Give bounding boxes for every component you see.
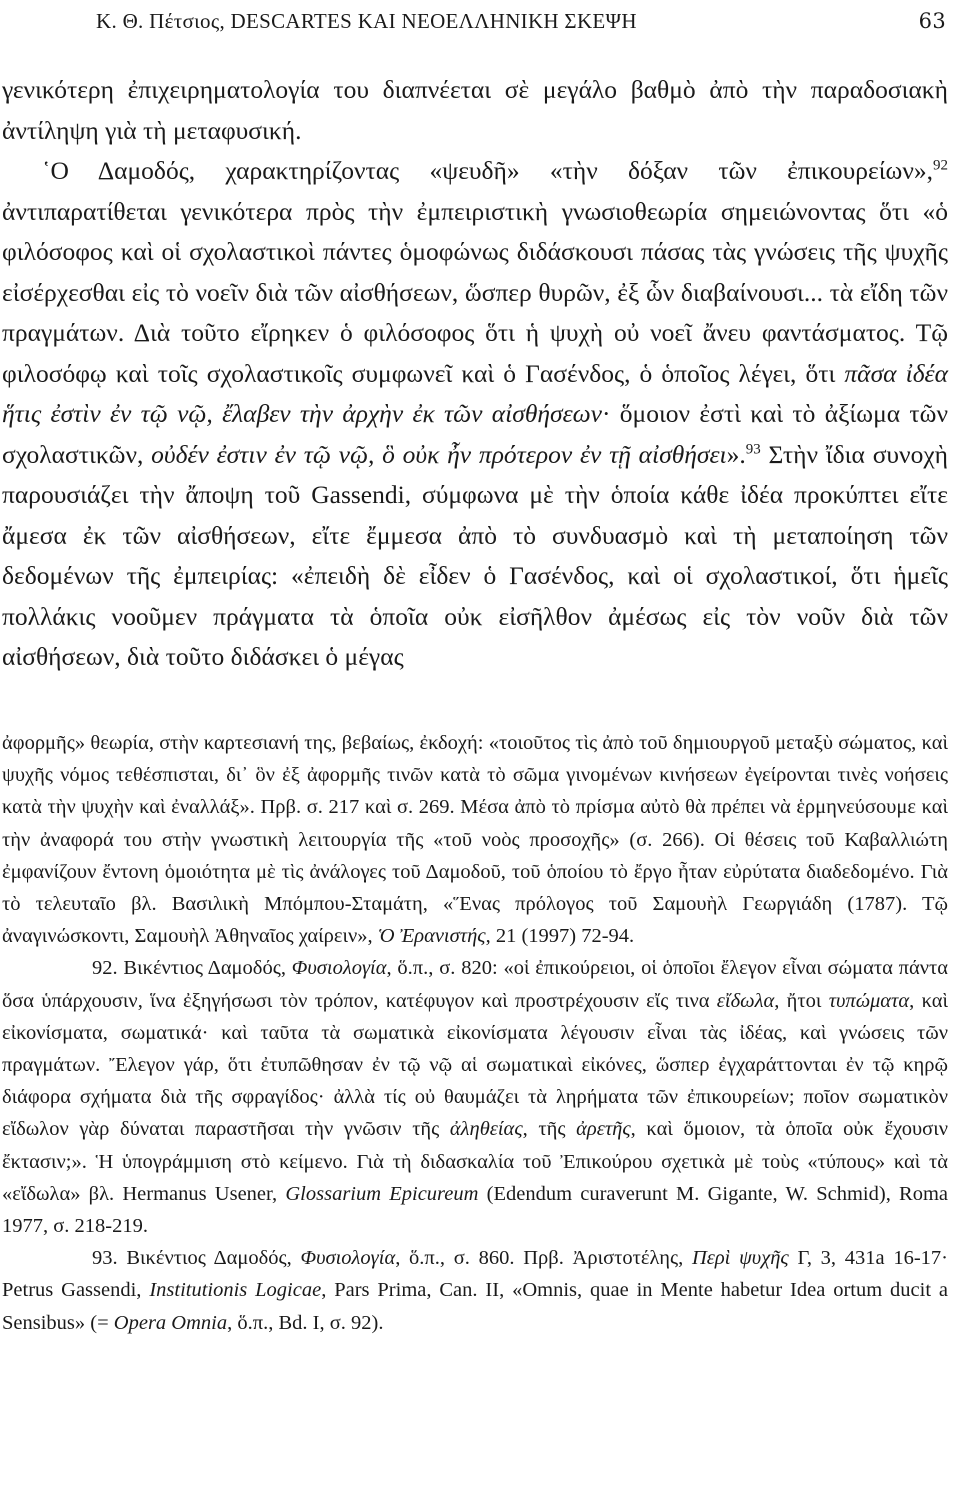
footnote-continued-italic: Ὁ Ἐρανιστής xyxy=(377,925,486,948)
paragraph-2-text-c: · ὅμοιον ἐστὶ καὶ τὸ ἀξίωμα τῶν σχολαστικῶν, xyxy=(2,399,948,469)
running-header xyxy=(96,4,946,38)
paragraph-2-text-e: Στὴν ἴδια συνοχὴ παρουσιάζει τὴν ἄποψη τοῦ Gassendi, σύμφωνα μὲ τὴν ὁποία κάθε ἰδέα προκύπτει εἴτε ἄμεσα ἐκ τῶν αἰσθήσεων, εἴτε ἔμμεσα ἀπὸ τὸ συνδυασμὸ καὶ τὴ μεταποίηση τῶν δεδομένων τῆς ἐμπειρίας: «ἐπειδὴ δὲ εἶδεν ὁ Γασένδος, καὶ οἱ σχολαστικοί, ὅτι ἡμεῖς πολλάκις νοοῦμεν πράγματα τὰ ὁποῖα οὐκ εἰσῆλθον ἀμέσως εἰς τὸν νοῦν διὰ τῶν αἰσθήσεων, διὰ τοῦτο διδάσκει ὁ μέγας xyxy=(2,439,948,671)
footnote-92-text-e: , τῆς xyxy=(522,1118,577,1141)
paragraph-2 xyxy=(2,151,948,678)
footnote-92-text-c: , ἤτοι xyxy=(774,989,829,1012)
page-number: 63 xyxy=(918,9,946,33)
footnote-92-italic-6: Glossarium Epicureum xyxy=(285,1182,479,1205)
paragraph-2-text-b: ἀντιπαρατίθεται γενικότερα πρὸς τὴν ἐμπειριστικὴ γνωσιοθεωρία σημειώνοντας ὅτι «ὁ φιλόσοφος καὶ οἱ σχολαστικοὶ πάντες ὁμοφώνως διδάσκουσι πάσας τὰς γνώσεις τῆς ψυχῆς εἰσέρχεσθαι εἰς τὸ νοεῖν διὰ τῶν αἰσθήσεων, ὥσπερ θυρῶν, ἐξ ὧν διαβαίνουσι... τὰ εἴδη τῶν πραγμάτων. Διὰ τοῦτο εἴρηκεν ὁ φιλόσοφος ὅτι ἡ ψυχὴ οὐ νοεῖ ἄνευ φαντάσματος. Τῷ φιλοσόφῳ καὶ τοῖς σχολαστικοῖς συμφωνεῖ καὶ ὁ Γασένδος, ὁ ὁποῖος λέγει, ὅτι xyxy=(2,196,948,388)
footnote-93-text-b: , ὅ.π., σ. 860. Πρβ. Ἀριστοτέλης, xyxy=(395,1247,692,1270)
quote-italic-1: πᾶσα ἰδέα ἥτις ἐστὶν ἐν τῷ νῷ, ἔλαβεν τὴν ἀρχὴν ἐκ τῶν αἰσθήσεων xyxy=(2,358,948,428)
footnote-92-text-a: 92. Βικέντιος Δαμοδός, xyxy=(92,957,292,980)
footnote-93-text-d: , Pars Prima, Can. II, «Omnis, quae in Mente habetur Idea ortum ducit a Sensibus» (= xyxy=(2,1279,949,1334)
footnote-92-italic-3: τυπώματα xyxy=(828,989,910,1012)
quote-italic-2: οὐδέν ἐστιν ἐν τῷ νῷ, ὃ οὐκ ἦν πρότερον ἐν τῇ αἰσθήσει xyxy=(151,439,727,469)
footnote-93 xyxy=(2,1242,948,1339)
footnote-93-text-e: , ὅ.π., Bd. I, σ. 92). xyxy=(227,1311,384,1334)
footnote-ref-93[interactable]: 93 xyxy=(745,441,761,457)
paragraph-1-text: γενικότερη ἐπιχειρηματολογία του διαπνέεται σὲ μεγάλο βαθμὸ ἀπὸ τὴν παραδοσιακὴ ἀντίληψη γιὰ τὴ μεταφυσική. xyxy=(2,75,948,145)
footnote-92-italic-4: ἀληθείας xyxy=(449,1118,523,1141)
footnote-92-text-g: (Edendum curaverunt M. Gigante, W. Schmid), Roma 1977, σ. 218-219. xyxy=(2,1182,948,1238)
running-title: Κ. Θ. Πέτσιος, DESCARTES ΚΑΙ ΝΕΟΕΛΛΗΝΙΚΗ ΣΚΕΨΗ xyxy=(96,8,637,33)
footnote-92-italic-5: ἀρετῆς xyxy=(576,1118,631,1141)
footnote-92-italic-2: εἴδωλα xyxy=(716,989,775,1012)
footnote-continued xyxy=(2,727,948,952)
footnote-93-italic-3: Institutionis Logicae xyxy=(149,1279,322,1302)
footnote-continued-text-b: , 21 (1997) 72-94. xyxy=(485,925,635,948)
footnotes xyxy=(2,727,948,1339)
footnote-92-italic-1: Φυσιολογία xyxy=(291,957,387,980)
footnote-93-text-a: 93. Βικέντιος Δαμοδός, xyxy=(92,1247,301,1270)
footnote-93-italic-1: Φυσιολογία xyxy=(300,1247,396,1270)
paragraph-2-text-d: ». xyxy=(726,439,746,469)
footnote-93-italic-2: Περὶ ψυχῆς xyxy=(691,1247,789,1270)
footnote-92 xyxy=(2,952,948,1242)
footnote-92-text-f: , καὶ ὅμοιον, τὰ ὁποῖα οὐκ ἔχουσιν ἔκτασιν;». Ἡ ὑπογράμμιση στὸ κείμενο. Γιὰ τὴ διδασκαλία τοῦ Ἐπικούρου σχετικὰ μὲ τοὺς «τύπους» καὶ τὰ «εἴδωλα» βλ. Hermanus Usener, xyxy=(2,1118,948,1205)
footnote-92-text-d: , καὶ εἰκονίσματα, σωματικά· καὶ ταῦτα τὰ σωματικὰ εἰκονίσματα λέγουσιν εἶναι τὰς ἰδέας, καὶ γνώσεις τῶν πραγμάτων. Ἔλεγον γάρ, ὅτι ἐτυπῶθησαν ἐν τῷ νῷ αἱ σωματικαὶ εἰκόνες, ὥσπερ ἐγχαράττονται ἐν τῷ κηρῷ διάφορα σχήματα διὰ τῆς σφραγίδος· ἀλλὰ τίς οὐ θαυμάζει τὰ ληρήματα τῶν ἐπικουρείων; ποῖον σωματικὸν εἴδωλον γὰρ δύναται παραστῆσαι τὴν γνῶσιν τῆς xyxy=(2,989,948,1141)
footnote-93-italic-4: Opera Omnia xyxy=(113,1311,228,1334)
main-text xyxy=(2,70,948,678)
footnote-92-text-b: , ὅ.π., σ. 820: «οἱ ἐπικούρειοι, οἱ ὁποῖοι ἔλεγον εἶναι σώματα πάντα ὅσα ὑπάρχουσιν, ἵνα ἐξηγήσωσι τὸν τρόπον, κατέφυγον καὶ προστρέχουσιν εἴς τινα xyxy=(2,957,949,1012)
paragraph-1 xyxy=(2,70,948,151)
paragraph-2-text-a: ῾Ο Δαμοδός, χαρακτηρίζοντας «ψευδῆ» «τὴν δόξαν τῶν ἐπικουρείων», xyxy=(42,156,933,185)
footnote-ref-92[interactable]: 92 xyxy=(933,157,948,174)
footnote-93-text-c: Γ, 3, 431a 16-17· Petrus Gassendi, xyxy=(2,1247,948,1302)
footnote-continued-text-a: ἀφορμῆς» θεωρία, στὴν καρτεσιανή της, βεβαίως, ἐκδοχή: «τοιοῦτος τὶς ἀπὸ τοῦ δημιουργοῦ μεταξὺ σώματος, καὶ ψυχῆς νόμος τεθέσπισται, δι᾽ ὃν ἐξ ἀφορμῆς τινῶν κατὰ τὸ σῶμα γινομένων κινήσεων ἐγείρονται τινὲς νοήσεις κατὰ τὴν ψυχὴν καὶ ἐναλλάξ». Πρβ. σ. 217 καὶ σ. 269. Μέσα ἀπὸ τὸ πρίσμα αὐτὸ θὰ πρέπει νὰ ἑρμηνεύσουμε καὶ τὴν ἀναφορά του στὴν γνωστικὴ λειτουργία τῆς «τοῦ νοὸς προσοχῆς» (σ. 266). Οἱ θέσεις τοῦ Καβαλλιώτη ἐμφανίζουν ἔντονη ὁμοιότητα μὲ τὶς ἀνάλογες τοῦ Δαμοδοῦ, τοῦ ὁποίου τὸ ἔργο ἦταν εὐρύτατα διαδεδομένο. Γιὰ τὸ τελευταῖο βλ. Βασιλικὴ Μπόμπου-Σταμάτη, «Ἕνας πρόλογος τοῦ Σαμουὴλ Γεωργιάδη (1787). Τῷ ἀναγινώσκοντι, Σαμουὴλ Ἀθηναῖος χαίρειν», xyxy=(2,732,948,948)
